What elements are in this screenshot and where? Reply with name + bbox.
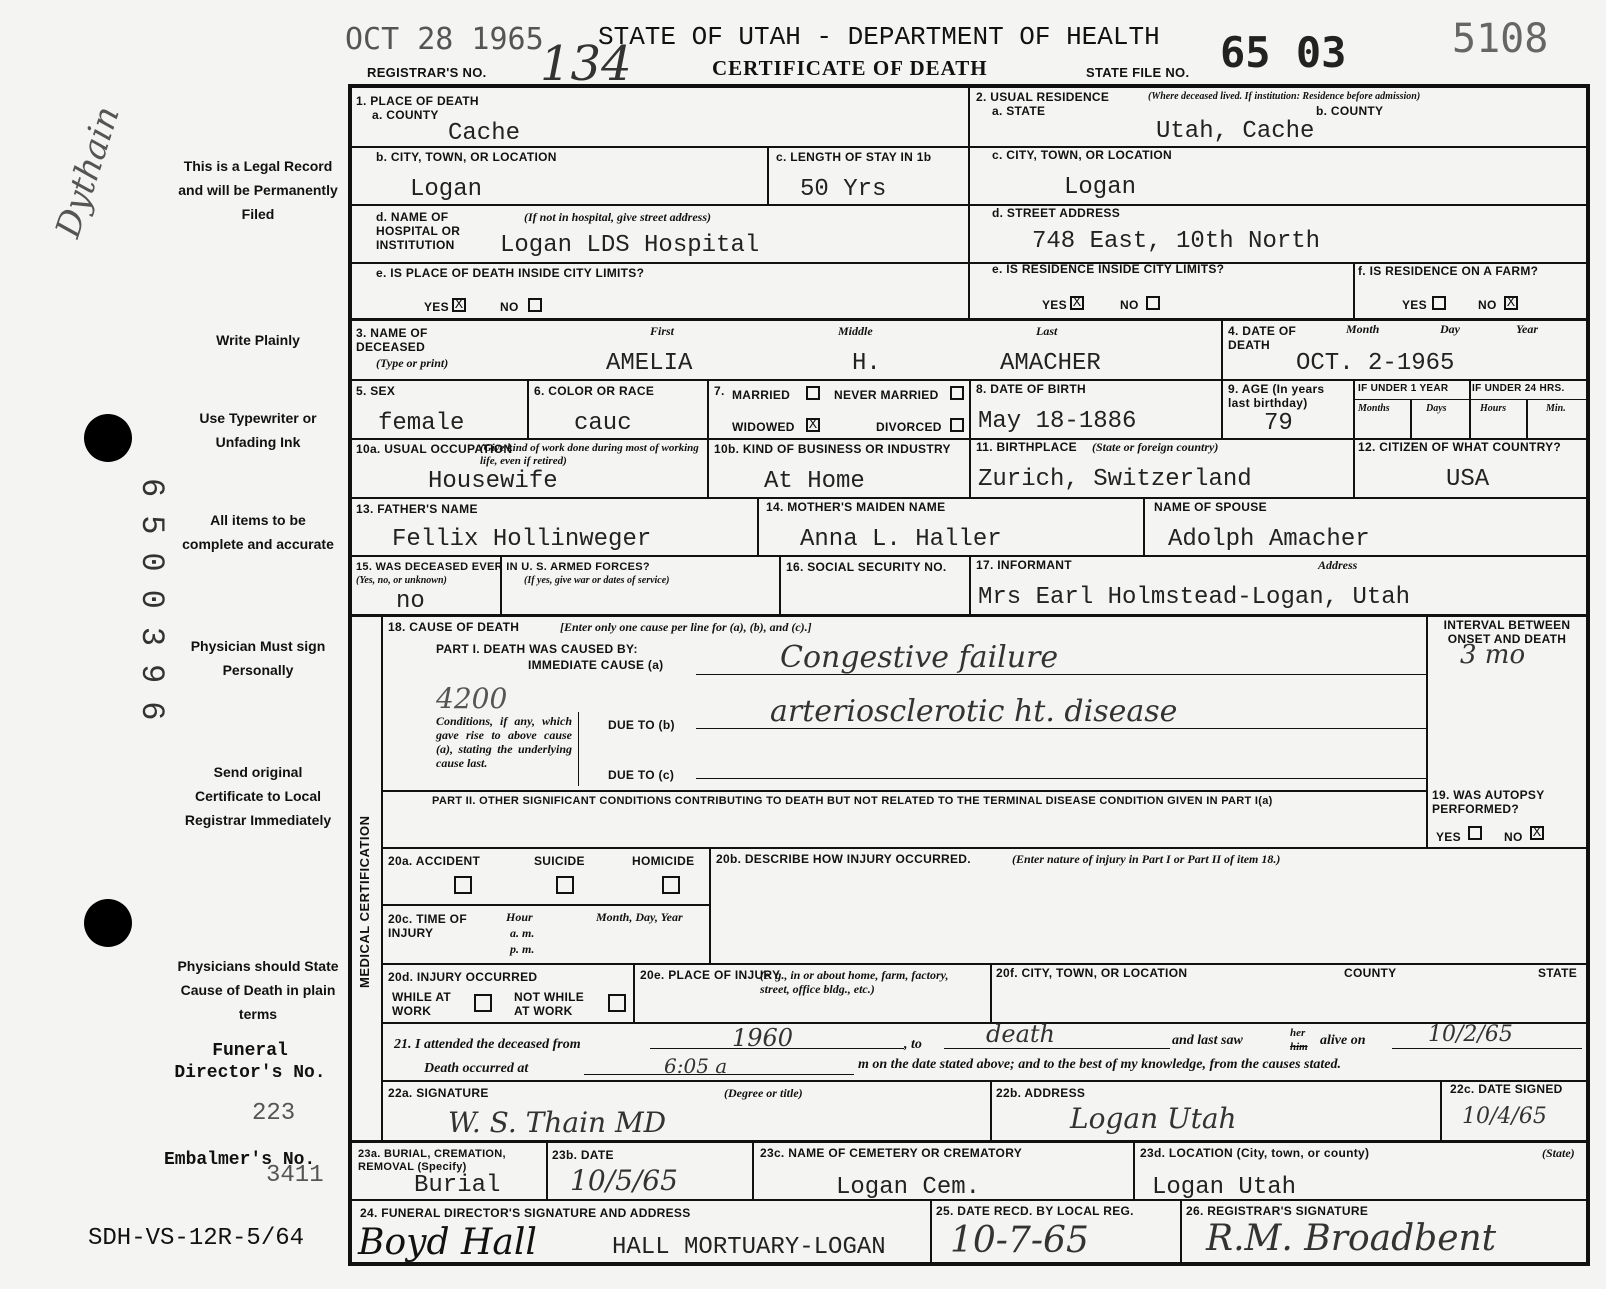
physician-address-label: 22b. ADDRESS [996, 1086, 1086, 1100]
registrar-no-label: REGISTRAR'S NO. [367, 65, 487, 80]
physician-signature: W. S. Thain MD [448, 1106, 667, 1139]
funeral-director-label: 24. FUNERAL DIRECTOR'S SIGNATURE AND ADDRESS [360, 1206, 691, 1220]
cemetery-value: Logan Cem. [836, 1174, 981, 1201]
month-label: Month [1346, 322, 1380, 336]
not-while-at-work-label: NOT WHILE AT WORK [514, 990, 585, 1018]
no-label: NO [1478, 298, 1497, 312]
length-of-stay-label: c. LENGTH OF STAY IN 1b [776, 150, 932, 164]
am-label: a. m. [510, 926, 535, 940]
occupation-label: 10a. USUAL OCCUPATION [356, 442, 513, 456]
funeral-director-signature: Boyd Hall [358, 1222, 537, 1263]
days-label: Days [1426, 403, 1447, 414]
widowed-label: WIDOWED [732, 420, 795, 434]
attended-to-value: death [986, 1020, 1055, 1048]
no-label: NO [1504, 830, 1523, 844]
cemetery-location-label: 23d. LOCATION (City, town, or county) [1140, 1146, 1370, 1160]
res-county-label: b. COUNTY [1316, 104, 1384, 118]
spouse-value: Adolph Amacher [1168, 526, 1370, 553]
knowledge-statement: m on the date stated above; and to the best of my knowledge, from the causes stated. [858, 1057, 1341, 1072]
street-address-value: 748 East, 10th North [1032, 228, 1321, 255]
place-of-death-label: 1. PLACE OF DEATH [356, 94, 479, 108]
attended-from-value: 1960 [732, 1024, 794, 1052]
legal-record-note: This is a Legal Record and will be Permanently Filed [178, 158, 338, 222]
due-to-b-value: arteriosclerotic ht. disease [770, 694, 1178, 729]
day-label: Day [1440, 322, 1460, 336]
physician-sign-note: Physician Must sign Personally [190, 638, 326, 678]
cause-of-death-label: 18. CAUSE OF DEATH [388, 620, 520, 634]
armed-forces-service-note: (If yes, give war or dates of service) [524, 575, 670, 586]
injury-county-label: COUNTY [1344, 966, 1397, 980]
while-at-work-label: WHILE AT WORK [392, 990, 452, 1018]
disposition-value: Burial [414, 1172, 501, 1199]
state-file-no: 65 03 [1220, 28, 1347, 77]
funeral-director-no-label: Funeral Director's No. [174, 1041, 326, 1083]
middle-name-value: H. [852, 350, 881, 377]
pm-label: p. m. [510, 942, 535, 956]
citizen-value: USA [1446, 466, 1490, 493]
suicide-label: SUICIDE [534, 854, 585, 868]
last-saw-label: and last saw [1172, 1033, 1243, 1048]
registrar-signature-label: 26. REGISTRAR'S SIGNATURE [1186, 1204, 1369, 1218]
registrar-no-value: 134 [540, 36, 632, 92]
accident-label: 20a. ACCIDENT [388, 854, 481, 868]
occupation-note: (Give kind of work done during most of working life, even if retired) [480, 442, 699, 467]
disposition-date-label: 23b. DATE [552, 1148, 614, 1162]
married-checkbox[interactable] [806, 386, 820, 400]
immediate-cause-label: IMMEDIATE CAUSE (a) [528, 658, 664, 672]
last-seen-value: 10/2/65 [1428, 1022, 1513, 1047]
age-value: 79 [1264, 410, 1293, 437]
months-label: Months [1358, 403, 1390, 414]
birthplace-label: 11. BIRTHPLACE [976, 440, 1077, 454]
degree-title-label: (Degree or title) [724, 1086, 803, 1100]
married-label: MARRIED [732, 388, 791, 402]
part2-label: PART II. OTHER SIGNIFICANT CONDITIONS CONTRIBUTING TO DEATH BUT NOT RELATED TO THE TERMINAL DISEASE CONDITION GIVEN IN PART I(a) [432, 795, 1273, 807]
birthplace-value: Zurich, Switzerland [978, 466, 1252, 493]
physicians-cause-note: Physicians should State Cause of Death in plain terms [177, 958, 339, 1022]
sex-value: female [378, 410, 465, 437]
disposition-label: 23a. BURIAL, CREMATION, REMOVAL (Specify) [358, 1148, 506, 1173]
write-plainly-note: Write Plainly [216, 332, 300, 348]
due-to-b-label: DUE TO (b) [608, 718, 675, 732]
cemetery-location-value: Logan Utah [1152, 1174, 1297, 1201]
death-county-value: Cache [448, 120, 521, 147]
her-label: her [1290, 1027, 1306, 1039]
first-label: First [650, 324, 675, 338]
him-label: him [1290, 1041, 1308, 1053]
autopsy-no-checkbox[interactable]: X [1530, 826, 1544, 840]
business-value: At Home [764, 468, 865, 495]
homicide-label: HOMICIDE [632, 854, 695, 868]
autopsy-label: 19. WAS AUTOPSY PERFORMED? [1432, 788, 1545, 816]
attended-from-label: 21. I attended the deceased from [394, 1037, 581, 1052]
to-label: , to [904, 1037, 922, 1052]
yes-label: YES [1436, 830, 1461, 844]
interval-value: 3 mo [1460, 640, 1526, 670]
punch-hole-top [84, 414, 132, 462]
yes-label: YES [1402, 298, 1427, 312]
autopsy-yes-checkbox[interactable] [1468, 826, 1482, 840]
vertical-file-number: 6500396 [133, 478, 170, 739]
death-in-city-yes-checkbox[interactable]: X [452, 298, 466, 312]
res-state-county-value: Utah, Cache [1156, 118, 1315, 145]
min-label: Min. [1546, 403, 1566, 414]
farm-no-checkbox[interactable]: X [1504, 296, 1518, 310]
spouse-label: NAME OF SPOUSE [1154, 500, 1267, 514]
date-received-label: 25. DATE RECD. BY LOCAL REG. [936, 1204, 1134, 1218]
divorced-checkbox[interactable] [950, 418, 964, 432]
punch-hole-bottom [84, 899, 132, 947]
last-label: Last [1036, 324, 1058, 338]
city-label: b. CITY, TOWN, OR LOCATION [376, 150, 557, 164]
homicide-checkbox[interactable] [662, 876, 680, 894]
date-of-death-label: 4. DATE OF DEATH [1228, 324, 1297, 352]
occupation-value: Housewife [428, 468, 558, 495]
yes-label: YES [1042, 298, 1067, 312]
date-of-birth-value: May 18-1886 [978, 408, 1137, 435]
no-label: NO [1120, 298, 1139, 312]
res-in-city-yes-checkbox[interactable]: X [1070, 296, 1084, 310]
under-1-year-label: IF UNDER 1 YEAR [1358, 383, 1449, 394]
death-time-value: 6:05 a [664, 1054, 728, 1078]
no-label: NO [500, 300, 519, 314]
death-city-value: Logan [410, 176, 483, 203]
mother-name-value: Anna L. Haller [800, 526, 1002, 553]
never-married-checkbox[interactable] [950, 386, 964, 400]
informant-value: Mrs Earl Holmstead-Logan, Utah [978, 584, 1411, 611]
res-city-label: c. CITY, TOWN, OR LOCATION [992, 148, 1173, 162]
received-date-stamp: OCT 28 1965 [345, 22, 544, 57]
res-in-city-no-checkbox[interactable] [1146, 296, 1160, 310]
death-occurred-label: Death occurred at [424, 1061, 529, 1076]
date-of-birth-label: 8. DATE OF BIRTH [976, 382, 1086, 396]
date-signed-value: 10/4/65 [1462, 1104, 1547, 1129]
signature-label: 22a. SIGNATURE [388, 1086, 489, 1100]
armed-forces-label: 15. WAS DECEASED EVER IN U. S. ARMED FORCES? [356, 561, 650, 573]
injury-description-label: 20b. DESCRIBE HOW INJURY OCCURRED. [716, 852, 971, 866]
type-or-print-note: (Type or print) [376, 356, 449, 370]
street-address-label: d. STREET ADDRESS [992, 206, 1121, 220]
injury-state-label: STATE [1538, 966, 1578, 980]
injury-city-label: 20f. CITY, TOWN, OR LOCATION [996, 966, 1188, 980]
sex-label: 5. SEX [356, 384, 396, 398]
social-security-label: 16. SOCIAL SECURITY NO. [786, 560, 947, 574]
marital-label: 7. [714, 384, 725, 398]
disposition-date-value: 10/5/65 [570, 1164, 678, 1197]
res-city-value: Logan [1064, 174, 1137, 201]
suicide-checkbox[interactable] [556, 876, 574, 894]
usual-residence-note: (Where deceased lived. If institution: Residence before admission) [1148, 91, 1421, 102]
registrar-signature: R.M. Broadbent [1206, 1218, 1497, 1259]
informant-label: 17. INFORMANT [976, 558, 1072, 572]
mother-name-label: 14. MOTHER'S MAIDEN NAME [766, 500, 946, 514]
certificate-number: 5108 [1452, 16, 1549, 62]
birthplace-note: (State or foreign country) [1092, 440, 1219, 454]
month-day-year-label: Month, Day, Year [596, 910, 683, 924]
hours-label: Hours [1480, 403, 1507, 414]
certificate-title: CERTIFICATE OF DEATH [712, 56, 988, 80]
name-of-deceased-label: 3. NAME OF DECEASED [356, 326, 428, 354]
res-city-limits-label: e. IS RESIDENCE INSIDE CITY LIMITS? [992, 262, 1225, 276]
usual-residence-label: 2. USUAL RESIDENCE [976, 90, 1110, 104]
form-id: SDH-VS-12R-5/64 [88, 1225, 305, 1252]
embalmer-no: 3411 [266, 1162, 324, 1189]
medical-certification-label: MEDICAL CERTIFICATION [357, 815, 372, 988]
cemetery-state-label: (State) [1542, 1146, 1575, 1160]
funeral-director-address: HALL MORTUARY-LOGAN [612, 1234, 886, 1261]
hospital-label: d. NAME OF HOSPITAL OR INSTITUTION [376, 210, 461, 252]
conditions-note: Conditions, if any, which gave rise to above cause (a), stating the underlying cause last. [436, 714, 572, 770]
embalmer-no-label: Embalmer's No. [164, 1150, 316, 1170]
date-signed-label: 22c. DATE SIGNED [1450, 1082, 1563, 1096]
age-label: 9. AGE (In years last birthday) [1228, 382, 1325, 410]
typewriter-note: Use Typewriter or Unfading Ink [199, 410, 317, 450]
race-label: 6. COLOR OR RACE [534, 384, 655, 398]
date-received-value: 10-7-65 [950, 1220, 1089, 1261]
last-name-value: AMACHER [1000, 350, 1101, 377]
date-of-death-value: OCT. 2-1965 [1296, 350, 1455, 377]
informant-address-label: Address [1318, 558, 1358, 572]
alive-on-label: alive on [1320, 1033, 1366, 1048]
yes-label: YES [424, 300, 449, 314]
armed-forces-note: (Yes, no, or unknown) [356, 575, 447, 586]
due-to-c-label: DUE TO (c) [608, 768, 675, 782]
interval-label: INTERVAL BETWEEN ONSET AND DEATH [1443, 618, 1571, 646]
hospital-note: (If not in hospital, give street address) [524, 210, 712, 224]
res-state-label: a. STATE [992, 104, 1046, 118]
citizen-label: 12. CITIZEN OF WHAT COUNTRY? [1358, 440, 1562, 454]
complete-note: All items to be complete and accurate [182, 512, 334, 552]
death-in-city-no-checkbox[interactable] [528, 298, 542, 312]
armed-forces-value: no [396, 588, 425, 615]
widowed-checkbox[interactable]: X [806, 418, 820, 432]
state-department-title: STATE OF UTAH - DEPARTMENT OF HEALTH [598, 22, 1160, 52]
farm-label: f. IS RESIDENCE ON A FARM? [1358, 264, 1539, 278]
injury-description-note: (Enter nature of injury in Part I or Part II of item 18.) [1012, 852, 1281, 866]
funeral-director-no: 223 [252, 1100, 296, 1127]
send-original-note: Send original Certificate to Local Registrar Immediately [184, 764, 332, 828]
handwritten-margin-note: Dythain [48, 101, 128, 243]
father-name-label: 13. FATHER'S NAME [356, 502, 478, 516]
never-married-label: NEVER MARRIED [834, 388, 939, 402]
not-while-at-work-checkbox[interactable] [608, 994, 626, 1012]
injury-occurred-label: 20d. INJURY OCCURRED [388, 970, 538, 984]
father-name-value: Fellix Hollinweger [392, 526, 652, 553]
immediate-cause-value: Congestive failure [780, 640, 1059, 675]
year-label: Year [1516, 322, 1538, 336]
while-at-work-checkbox[interactable] [474, 994, 492, 1012]
middle-label: Middle [838, 324, 873, 338]
divorced-label: DIVORCED [876, 420, 942, 434]
place-of-injury-label: 20e. PLACE OF INJURY [640, 968, 781, 982]
business-label: 10b. KIND OF BUSINESS OR INDUSTRY [714, 442, 951, 456]
first-name-value: AMELIA [606, 350, 693, 377]
under-24-hrs-label: IF UNDER 24 HRS. [1472, 383, 1565, 394]
place-of-injury-note: (e. g., in or about home, farm, factory, street, office bldg., etc.) [760, 968, 949, 996]
part1-label: PART I. DEATH WAS CAUSED BY: [436, 642, 638, 656]
accident-checkbox[interactable] [454, 876, 472, 894]
race-value: cauc [574, 410, 632, 437]
state-file-label: STATE FILE NO. [1086, 65, 1190, 80]
hour-label: Hour [506, 910, 533, 924]
death-city-limits-label: e. IS PLACE OF DEATH INSIDE CITY LIMITS? [376, 266, 645, 280]
time-of-injury-label: 20c. TIME OF INJURY [388, 912, 467, 940]
physician-address-value: Logan Utah [1070, 1102, 1237, 1135]
county-label: a. COUNTY [372, 108, 439, 122]
cause-of-death-note: [Enter only one cause per line for (a), (b), and (c).] [560, 620, 812, 634]
length-of-stay-value: 50 Yrs [800, 176, 887, 203]
hospital-value: Logan LDS Hospital [500, 232, 760, 259]
farm-yes-checkbox[interactable] [1432, 296, 1446, 310]
cause-code: 4200 [436, 682, 508, 715]
cemetery-label: 23c. NAME OF CEMETERY OR CREMATORY [760, 1146, 1023, 1160]
